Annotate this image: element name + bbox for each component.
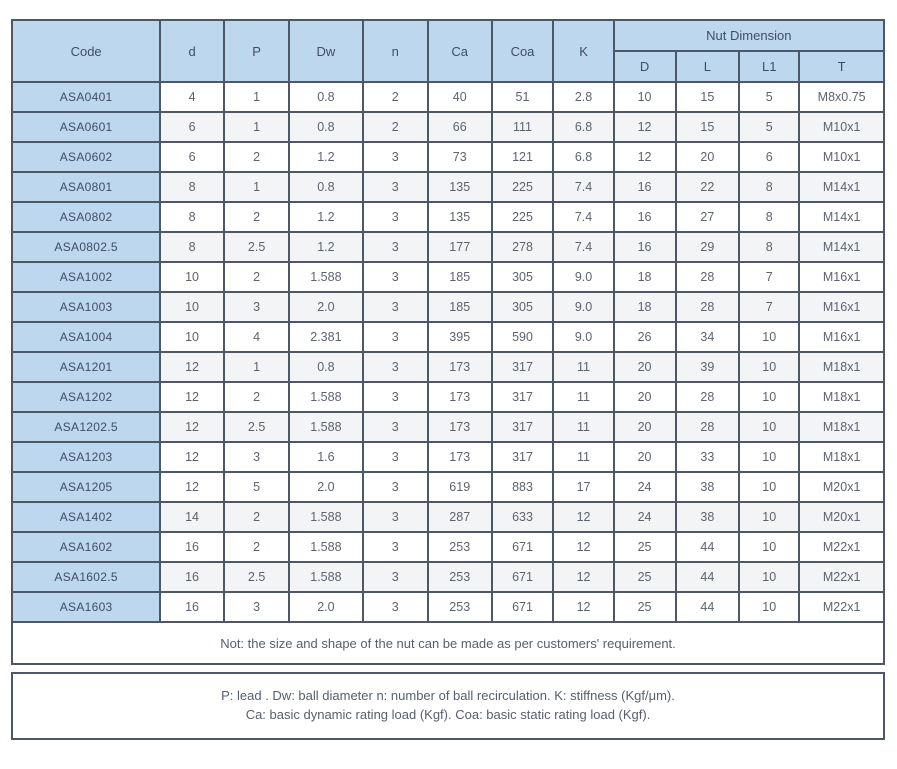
note-text: Not: the size and shape of the nut can be made as per customers' requirement. (12, 622, 884, 664)
value-cell: 5 (224, 472, 289, 502)
value-cell: M10x1 (799, 142, 884, 172)
table-row (12, 382, 884, 412)
table-body (12, 82, 884, 622)
col-header-d: d (160, 20, 224, 82)
table-row (12, 412, 884, 442)
value-cell: 3 (363, 472, 428, 502)
value-cell: 3 (363, 532, 428, 562)
value-cell: 1.588 (289, 532, 362, 562)
value-cell: 2.0 (289, 292, 362, 322)
value-cell: 1 (224, 82, 289, 112)
legend-box (11, 672, 885, 740)
value-cell: 185 (428, 262, 492, 292)
value-cell: 16 (614, 172, 676, 202)
value-cell: 225 (492, 202, 554, 232)
value-cell: 12 (553, 532, 613, 562)
value-cell: 1.588 (289, 412, 362, 442)
value-cell: 173 (428, 382, 492, 412)
value-cell: M14x1 (799, 232, 884, 262)
value-cell: 16 (614, 232, 676, 262)
value-cell: 671 (492, 532, 554, 562)
col-header-code: Code (12, 20, 160, 82)
value-cell: 3 (224, 442, 289, 472)
value-cell: 305 (492, 292, 554, 322)
value-cell: 2.5 (224, 232, 289, 262)
value-cell: 15 (676, 82, 740, 112)
value-cell: 2 (224, 532, 289, 562)
value-cell: 20 (614, 412, 676, 442)
value-cell: 10 (739, 442, 799, 472)
code-cell: ASA0601 (12, 112, 160, 142)
value-cell: 28 (676, 262, 740, 292)
value-cell: 10 (739, 472, 799, 502)
col-header-k: K (553, 20, 613, 82)
value-cell: 7 (739, 292, 799, 322)
table-header (12, 20, 884, 82)
code-cell: ASA0602 (12, 142, 160, 172)
value-cell: 16 (160, 592, 224, 622)
code-cell: ASA0802 (12, 202, 160, 232)
value-cell: 10 (160, 292, 224, 322)
value-cell: 11 (553, 382, 613, 412)
value-cell: 38 (676, 502, 740, 532)
value-cell: 29 (676, 232, 740, 262)
table-footer (12, 622, 884, 664)
value-cell: 9.0 (553, 262, 613, 292)
value-cell: 15 (676, 112, 740, 142)
table-row (12, 292, 884, 322)
value-cell: 1.6 (289, 442, 362, 472)
value-cell: 3 (224, 292, 289, 322)
value-cell: 3 (363, 232, 428, 262)
value-cell: 6 (739, 142, 799, 172)
value-cell: 4 (160, 82, 224, 112)
value-cell: 34 (676, 322, 740, 352)
value-cell: 24 (614, 472, 676, 502)
value-cell: 185 (428, 292, 492, 322)
value-cell: 671 (492, 562, 554, 592)
value-cell: M18x1 (799, 412, 884, 442)
value-cell: 883 (492, 472, 554, 502)
value-cell: 17 (553, 472, 613, 502)
value-cell: 12 (553, 592, 613, 622)
value-cell: 20 (676, 142, 740, 172)
value-cell: 3 (363, 142, 428, 172)
value-cell: 1.588 (289, 262, 362, 292)
value-cell: 395 (428, 322, 492, 352)
value-cell: 253 (428, 532, 492, 562)
value-cell: 10 (739, 592, 799, 622)
value-cell: 3 (363, 592, 428, 622)
code-cell: ASA1202 (12, 382, 160, 412)
value-cell: 1.588 (289, 502, 362, 532)
col-header-n: n (363, 20, 428, 82)
code-cell: ASA0802.5 (12, 232, 160, 262)
table-row (12, 592, 884, 622)
value-cell: 51 (492, 82, 554, 112)
value-cell: 2 (224, 502, 289, 532)
value-cell: 14 (160, 502, 224, 532)
value-cell: 317 (492, 382, 554, 412)
value-cell: 6.8 (553, 112, 613, 142)
value-cell: 44 (676, 532, 740, 562)
value-cell: 7 (739, 262, 799, 292)
table-row (12, 502, 884, 532)
code-cell: ASA1603 (12, 592, 160, 622)
col-header-nut-t: T (799, 51, 884, 82)
value-cell: 6 (160, 112, 224, 142)
table-row (12, 232, 884, 262)
table-row (12, 82, 884, 112)
value-cell: 12 (614, 112, 676, 142)
value-cell: 253 (428, 592, 492, 622)
value-cell: 25 (614, 562, 676, 592)
value-cell: 7.4 (553, 232, 613, 262)
value-cell: 6 (160, 142, 224, 172)
value-cell: 10 (739, 502, 799, 532)
value-cell: 9.0 (553, 322, 613, 352)
value-cell: M14x1 (799, 202, 884, 232)
value-cell: 3 (363, 322, 428, 352)
value-cell: M22x1 (799, 592, 884, 622)
value-cell: 0.8 (289, 352, 362, 382)
table-row (12, 562, 884, 592)
value-cell: M14x1 (799, 172, 884, 202)
value-cell: 3 (363, 172, 428, 202)
value-cell: 305 (492, 262, 554, 292)
value-cell: 3 (363, 262, 428, 292)
value-cell: 2 (363, 112, 428, 142)
value-cell: M18x1 (799, 352, 884, 382)
value-cell: 10 (160, 322, 224, 352)
value-cell: 2 (224, 202, 289, 232)
value-cell: 25 (614, 592, 676, 622)
value-cell: 1 (224, 112, 289, 142)
value-cell: 135 (428, 172, 492, 202)
col-header-dw: Dw (289, 20, 362, 82)
value-cell: 3 (363, 412, 428, 442)
value-cell: M18x1 (799, 442, 884, 472)
value-cell: 4 (224, 322, 289, 352)
code-cell: ASA1004 (12, 322, 160, 352)
value-cell: 1 (224, 172, 289, 202)
value-cell: 27 (676, 202, 740, 232)
value-cell: 671 (492, 592, 554, 622)
code-cell: ASA0801 (12, 172, 160, 202)
value-cell: M20x1 (799, 502, 884, 532)
value-cell: 11 (553, 442, 613, 472)
value-cell: 12 (160, 382, 224, 412)
value-cell: 7.4 (553, 172, 613, 202)
value-cell: M18x1 (799, 382, 884, 412)
value-cell: 2.0 (289, 592, 362, 622)
value-cell: 173 (428, 352, 492, 382)
value-cell: 3 (363, 202, 428, 232)
value-cell: 0.8 (289, 82, 362, 112)
value-cell: 7.4 (553, 202, 613, 232)
value-cell: 1.588 (289, 382, 362, 412)
value-cell: 5 (739, 112, 799, 142)
value-cell: 12 (160, 412, 224, 442)
value-cell: 10 (614, 82, 676, 112)
value-cell: 73 (428, 142, 492, 172)
value-cell: 44 (676, 592, 740, 622)
value-cell: 317 (492, 352, 554, 382)
table-row (12, 172, 884, 202)
value-cell: 25 (614, 532, 676, 562)
value-cell: M22x1 (799, 562, 884, 592)
value-cell: 3 (363, 442, 428, 472)
value-cell: 177 (428, 232, 492, 262)
value-cell: 1.2 (289, 142, 362, 172)
value-cell: 2 (363, 82, 428, 112)
table-row (12, 112, 884, 142)
value-cell: 5 (739, 82, 799, 112)
value-cell: M16x1 (799, 322, 884, 352)
col-header-nut-l1: L1 (739, 51, 799, 82)
value-cell: 2 (224, 262, 289, 292)
value-cell: 10 (739, 562, 799, 592)
value-cell: 39 (676, 352, 740, 382)
value-cell: 10 (739, 412, 799, 442)
code-cell: ASA1202.5 (12, 412, 160, 442)
value-cell: 26 (614, 322, 676, 352)
value-cell: 10 (739, 382, 799, 412)
code-cell: ASA0401 (12, 82, 160, 112)
table-row (12, 352, 884, 382)
value-cell: 10 (739, 532, 799, 562)
value-cell: 8 (739, 172, 799, 202)
table-row (12, 202, 884, 232)
value-cell: 2 (224, 382, 289, 412)
value-cell: 1 (224, 352, 289, 382)
value-cell: 33 (676, 442, 740, 472)
col-header-nut-dimension: Nut Dimension (614, 20, 884, 51)
value-cell: 12 (553, 562, 613, 592)
value-cell: 135 (428, 202, 492, 232)
value-cell: 1.2 (289, 202, 362, 232)
table-row (12, 142, 884, 172)
value-cell: 173 (428, 442, 492, 472)
value-cell: 40 (428, 82, 492, 112)
value-cell: 317 (492, 442, 554, 472)
value-cell: M16x1 (799, 292, 884, 322)
value-cell: 24 (614, 502, 676, 532)
value-cell: 10 (739, 322, 799, 352)
table-row (12, 322, 884, 352)
value-cell: 633 (492, 502, 554, 532)
value-cell: 38 (676, 472, 740, 502)
value-cell: 173 (428, 412, 492, 442)
value-cell: 18 (614, 292, 676, 322)
value-cell: 3 (363, 382, 428, 412)
code-cell: ASA1205 (12, 472, 160, 502)
value-cell: 253 (428, 562, 492, 592)
col-header-nut-d: D (614, 51, 676, 82)
value-cell: 590 (492, 322, 554, 352)
value-cell: 66 (428, 112, 492, 142)
value-cell: 8 (160, 172, 224, 202)
value-cell: M20x1 (799, 472, 884, 502)
value-cell: 16 (160, 562, 224, 592)
code-cell: ASA1002 (12, 262, 160, 292)
legend-line-1: P: lead . Dw: ball diameter n: number of ball recirculation. K: stiffness (Kgf/μm). (221, 688, 675, 704)
value-cell: 28 (676, 292, 740, 322)
value-cell: 10 (739, 352, 799, 382)
value-cell: M16x1 (799, 262, 884, 292)
table-row (12, 262, 884, 292)
value-cell: M8x0.75 (799, 82, 884, 112)
value-cell: 8 (739, 232, 799, 262)
value-cell: 121 (492, 142, 554, 172)
code-cell: ASA1201 (12, 352, 160, 382)
value-cell: 20 (614, 382, 676, 412)
value-cell: 1.2 (289, 232, 362, 262)
value-cell: 44 (676, 562, 740, 592)
value-cell: 111 (492, 112, 554, 142)
header-row-top (12, 20, 884, 51)
value-cell: 9.0 (553, 292, 613, 322)
value-cell: 28 (676, 382, 740, 412)
value-cell: 3 (224, 592, 289, 622)
value-cell: 1.588 (289, 562, 362, 592)
value-cell: 8 (739, 202, 799, 232)
value-cell: 0.8 (289, 172, 362, 202)
value-cell: 6.8 (553, 142, 613, 172)
value-cell: 2 (224, 142, 289, 172)
code-cell: ASA1602 (12, 532, 160, 562)
value-cell: 20 (614, 442, 676, 472)
value-cell: 22 (676, 172, 740, 202)
value-cell: 2.0 (289, 472, 362, 502)
value-cell: 225 (492, 172, 554, 202)
value-cell: 8 (160, 202, 224, 232)
value-cell: 2.8 (553, 82, 613, 112)
value-cell: 10 (160, 262, 224, 292)
value-cell: 11 (553, 412, 613, 442)
value-cell: 278 (492, 232, 554, 262)
code-cell: ASA1203 (12, 442, 160, 472)
value-cell: 3 (363, 292, 428, 322)
note-row (12, 622, 884, 664)
value-cell: 0.8 (289, 112, 362, 142)
value-cell: 287 (428, 502, 492, 532)
code-cell: ASA1402 (12, 502, 160, 532)
table-row (12, 472, 884, 502)
col-header-p: P (224, 20, 289, 82)
table-row (12, 532, 884, 562)
value-cell: 619 (428, 472, 492, 502)
value-cell: 12 (160, 442, 224, 472)
value-cell: 12 (160, 472, 224, 502)
value-cell: 317 (492, 412, 554, 442)
value-cell: 3 (363, 502, 428, 532)
value-cell: 12 (160, 352, 224, 382)
value-cell: 12 (614, 142, 676, 172)
value-cell: 3 (363, 562, 428, 592)
value-cell: 3 (363, 352, 428, 382)
value-cell: 11 (553, 352, 613, 382)
col-header-coa: Coa (492, 20, 554, 82)
value-cell: 2.5 (224, 412, 289, 442)
value-cell: 12 (553, 502, 613, 532)
col-header-ca: Ca (428, 20, 492, 82)
value-cell: 2.5 (224, 562, 289, 592)
value-cell: 16 (614, 202, 676, 232)
spec-table (11, 19, 885, 665)
legend-line-2: Ca: basic dynamic rating load (Kgf). Coa: basic static rating load (Kgf). (245, 707, 651, 722)
table-row (12, 442, 884, 472)
col-header-nut-l: L (676, 51, 740, 82)
value-cell: 8 (160, 232, 224, 262)
value-cell: 28 (676, 412, 740, 442)
value-cell: 20 (614, 352, 676, 382)
value-cell: 18 (614, 262, 676, 292)
value-cell: M22x1 (799, 532, 884, 562)
code-cell: ASA1003 (12, 292, 160, 322)
value-cell: 2.381 (289, 322, 362, 352)
value-cell: M10x1 (799, 112, 884, 142)
value-cell: 16 (160, 532, 224, 562)
code-cell: ASA1602.5 (12, 562, 160, 592)
